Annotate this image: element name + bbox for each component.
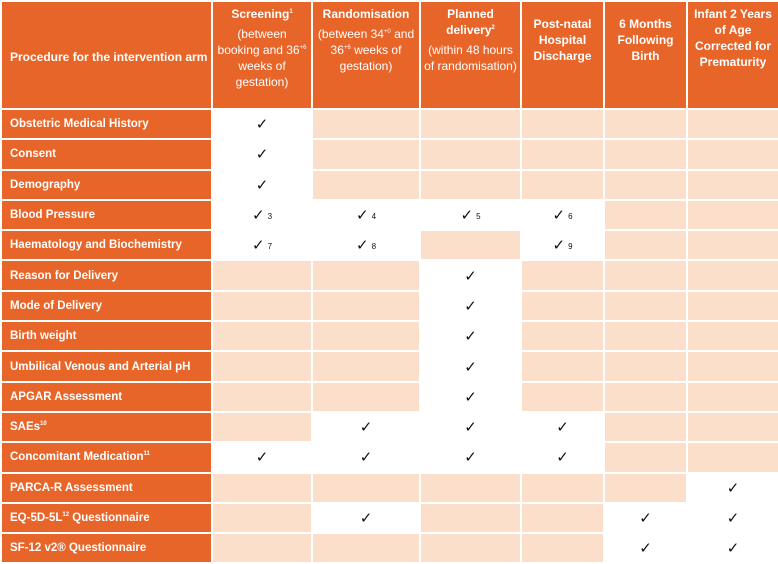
- checked-cell: [521, 230, 604, 260]
- empty-cell: [312, 109, 420, 139]
- checked-cell: [312, 412, 420, 442]
- checked-cell: [521, 442, 604, 472]
- checkmark-icon: ✓: [251, 237, 265, 255]
- column-subtitle: (within 48 hours of randomisation): [424, 43, 517, 73]
- checked-cell: [212, 170, 312, 200]
- checkmark-icon: ✓: [639, 510, 652, 527]
- checked-cell: [420, 442, 521, 472]
- checkmark-icon: ✓: [255, 146, 269, 164]
- empty-cell: [604, 382, 687, 412]
- checkmark-icon: ✓: [464, 297, 477, 315]
- header-row: [1, 1, 778, 109]
- procedure-column-header: Procedure for the intervention arm: [1, 1, 212, 109]
- footnote-marker: 1: [289, 9, 293, 15]
- table-row: [1, 321, 778, 351]
- empty-cell: [687, 109, 778, 139]
- checkmark-icon: ✓: [255, 116, 269, 134]
- empty-cell: [687, 170, 778, 200]
- empty-cell: [604, 139, 687, 169]
- checkmark-icon: ✓: [355, 237, 369, 255]
- empty-cell: [312, 139, 420, 169]
- empty-cell: [687, 442, 778, 472]
- procedure-label: Mode of Delivery: [1, 291, 212, 321]
- checkmark-icon: ✓: [464, 449, 477, 467]
- checkmark-icon: ✓: [464, 267, 477, 285]
- empty-cell: [521, 291, 604, 321]
- empty-cell: [420, 230, 521, 260]
- checkmark-icon: ✓: [726, 479, 740, 497]
- checked-cell: [420, 351, 521, 381]
- checkmark-icon: ✓: [552, 237, 566, 255]
- procedure-label: Demography: [1, 170, 212, 200]
- empty-cell: [604, 412, 687, 442]
- empty-cell: [687, 382, 778, 412]
- empty-cell: [521, 533, 604, 563]
- checkmark-icon: ✓: [552, 207, 566, 225]
- table-row: [1, 109, 778, 139]
- table-row: [1, 170, 778, 200]
- checkmark-icon: ✓: [464, 419, 477, 437]
- empty-cell: [521, 170, 604, 200]
- column-title: Randomisation: [322, 7, 410, 21]
- empty-cell: [687, 412, 778, 442]
- table-row: [1, 412, 778, 442]
- empty-cell: [420, 503, 521, 533]
- empty-cell: [521, 260, 604, 290]
- procedure-label: Obstetric Medical History: [1, 109, 212, 139]
- column-header-post-natal-discharge: Post-natal Hospital Discharge: [521, 1, 604, 109]
- empty-cell: [604, 473, 687, 503]
- checkmark-icon: ✓: [464, 388, 477, 406]
- table-row: [1, 382, 778, 412]
- checkmark-icon: ✓: [460, 207, 474, 225]
- checked-cell: [420, 382, 521, 412]
- footnote-marker: 12: [62, 512, 70, 519]
- empty-cell: [420, 473, 521, 503]
- checkmark-icon: ✓: [355, 207, 369, 225]
- checked-cell: [687, 503, 778, 533]
- table-row: [1, 230, 778, 260]
- empty-cell: [604, 260, 687, 290]
- column-header-infant-2-years: Infant 2 Years of Age Corrected for Prematurity: [687, 1, 778, 109]
- empty-cell: [420, 170, 521, 200]
- checked-cell: [420, 200, 521, 230]
- checked-cell: [420, 291, 521, 321]
- empty-cell: [604, 291, 687, 321]
- footnote-marker: 4: [371, 212, 377, 222]
- checked-cell: [521, 200, 604, 230]
- checked-cell: [604, 533, 687, 563]
- column-header-6-months: 6 Months Following Birth: [604, 1, 687, 109]
- empty-cell: [604, 230, 687, 260]
- table-row: [1, 533, 778, 563]
- procedure-label: $EQ-5D-5L^{12}$ Questionnaire: [1, 503, 212, 533]
- procedure-label: SAEs$^{10}$: [1, 412, 212, 442]
- checked-cell: [312, 230, 420, 260]
- empty-cell: [687, 321, 778, 351]
- empty-cell: [420, 109, 521, 139]
- checked-cell: [604, 503, 687, 533]
- empty-cell: [420, 533, 521, 563]
- empty-cell: [420, 139, 521, 169]
- column-subtitle: (between booking and $36^{+6}$ weeks of gestation): [217, 27, 307, 89]
- empty-cell: [521, 473, 604, 503]
- checked-cell: [420, 412, 521, 442]
- empty-cell: [212, 412, 312, 442]
- footnote-marker: 7: [267, 242, 273, 252]
- footnote-marker: 10: [40, 421, 47, 428]
- column-header-screening: [212, 1, 312, 109]
- column-subtitle: (between $34^{+0}$ and $36^{+6}$ weeks of gestation): [317, 27, 415, 73]
- empty-cell: [212, 533, 312, 563]
- procedure-label: Consent: [1, 139, 212, 169]
- table-row: [1, 139, 778, 169]
- column-header-randomisation: [312, 1, 420, 109]
- checkmark-icon: ✓: [359, 449, 373, 467]
- empty-cell: [521, 109, 604, 139]
- column-title: Screening: [231, 7, 290, 21]
- empty-cell: [212, 473, 312, 503]
- procedure-label: Reason for Delivery: [1, 260, 212, 290]
- checked-cell: [312, 200, 420, 230]
- empty-cell: [687, 291, 778, 321]
- checked-cell: [687, 473, 778, 503]
- empty-cell: [312, 170, 420, 200]
- footnote-marker: 3: [267, 212, 273, 222]
- checkmark-icon: ✓: [639, 540, 652, 558]
- empty-cell: [521, 503, 604, 533]
- table-row: [1, 260, 778, 290]
- empty-cell: [604, 200, 687, 230]
- checked-cell: [420, 321, 521, 351]
- checked-cell: [212, 230, 312, 260]
- column-header-planned-delivery: [420, 1, 521, 109]
- empty-cell: [212, 260, 312, 290]
- empty-cell: [521, 321, 604, 351]
- checkmark-icon: ✓: [556, 419, 569, 437]
- empty-cell: [687, 230, 778, 260]
- checkmark-icon: ✓: [726, 510, 740, 527]
- footnote-marker: 6: [568, 212, 573, 222]
- table-row: [1, 291, 778, 321]
- procedure-label: Birth weight: [1, 321, 212, 351]
- checkmark-icon: ✓: [556, 449, 569, 467]
- table-row: [1, 473, 778, 503]
- empty-cell: [604, 109, 687, 139]
- empty-cell: [521, 139, 604, 169]
- empty-cell: [212, 351, 312, 381]
- checkmark-icon: ✓: [464, 328, 477, 346]
- checked-cell: [212, 200, 312, 230]
- procedure-label: Umbilical Venous and Arterial pH: [1, 351, 212, 381]
- checked-cell: [212, 442, 312, 472]
- checkmark-icon: ✓: [359, 510, 373, 527]
- checkmark-icon: ✓: [251, 207, 265, 225]
- empty-cell: [312, 351, 420, 381]
- empty-cell: [687, 139, 778, 169]
- checkmark-icon: ✓: [255, 449, 269, 467]
- table-row: [1, 351, 778, 381]
- empty-cell: [521, 351, 604, 381]
- checked-cell: [212, 109, 312, 139]
- checkmark-icon: ✓: [255, 176, 269, 194]
- checkmark-icon: ✓: [726, 540, 740, 558]
- checkmark-icon: ✓: [464, 358, 477, 376]
- table-row: [1, 503, 778, 533]
- procedure-label: SF-12 v2® Questionnaire: [1, 533, 212, 563]
- checked-cell: [420, 260, 521, 290]
- procedure-label: Blood Pressure: [1, 200, 212, 230]
- checked-cell: [312, 503, 420, 533]
- empty-cell: [604, 442, 687, 472]
- empty-cell: [312, 533, 420, 563]
- checked-cell: [521, 412, 604, 442]
- empty-cell: [212, 321, 312, 351]
- procedure-label: Haematology and Biochemistry: [1, 230, 212, 260]
- checked-cell: [312, 442, 420, 472]
- procedure-label: PARCA-R Assessment: [1, 473, 212, 503]
- empty-cell: [312, 473, 420, 503]
- empty-cell: [604, 170, 687, 200]
- checked-cell: [212, 139, 312, 169]
- empty-cell: [312, 260, 420, 290]
- empty-cell: [212, 382, 312, 412]
- checkmark-icon: ✓: [359, 419, 373, 437]
- footnote-marker: 11: [143, 451, 150, 458]
- footnote-marker: 2: [491, 25, 495, 31]
- footnote-marker: 5: [476, 212, 481, 222]
- column-title: Planned delivery: [446, 7, 494, 37]
- empty-cell: [604, 351, 687, 381]
- empty-cell: [687, 260, 778, 290]
- table-row: [1, 442, 778, 472]
- empty-cell: [604, 321, 687, 351]
- empty-cell: [312, 291, 420, 321]
- empty-cell: [687, 200, 778, 230]
- empty-cell: [212, 291, 312, 321]
- empty-cell: [521, 382, 604, 412]
- empty-cell: [312, 382, 420, 412]
- procedure-label: APGAR Assessment: [1, 382, 212, 412]
- empty-cell: [687, 351, 778, 381]
- table-row: [1, 200, 778, 230]
- footnote-marker: 8: [371, 242, 377, 252]
- empty-cell: [312, 321, 420, 351]
- footnote-marker: 9: [568, 242, 573, 252]
- empty-cell: [212, 503, 312, 533]
- checked-cell: [687, 533, 778, 563]
- procedure-label: Concomitant Medication$^{11}$: [1, 442, 212, 472]
